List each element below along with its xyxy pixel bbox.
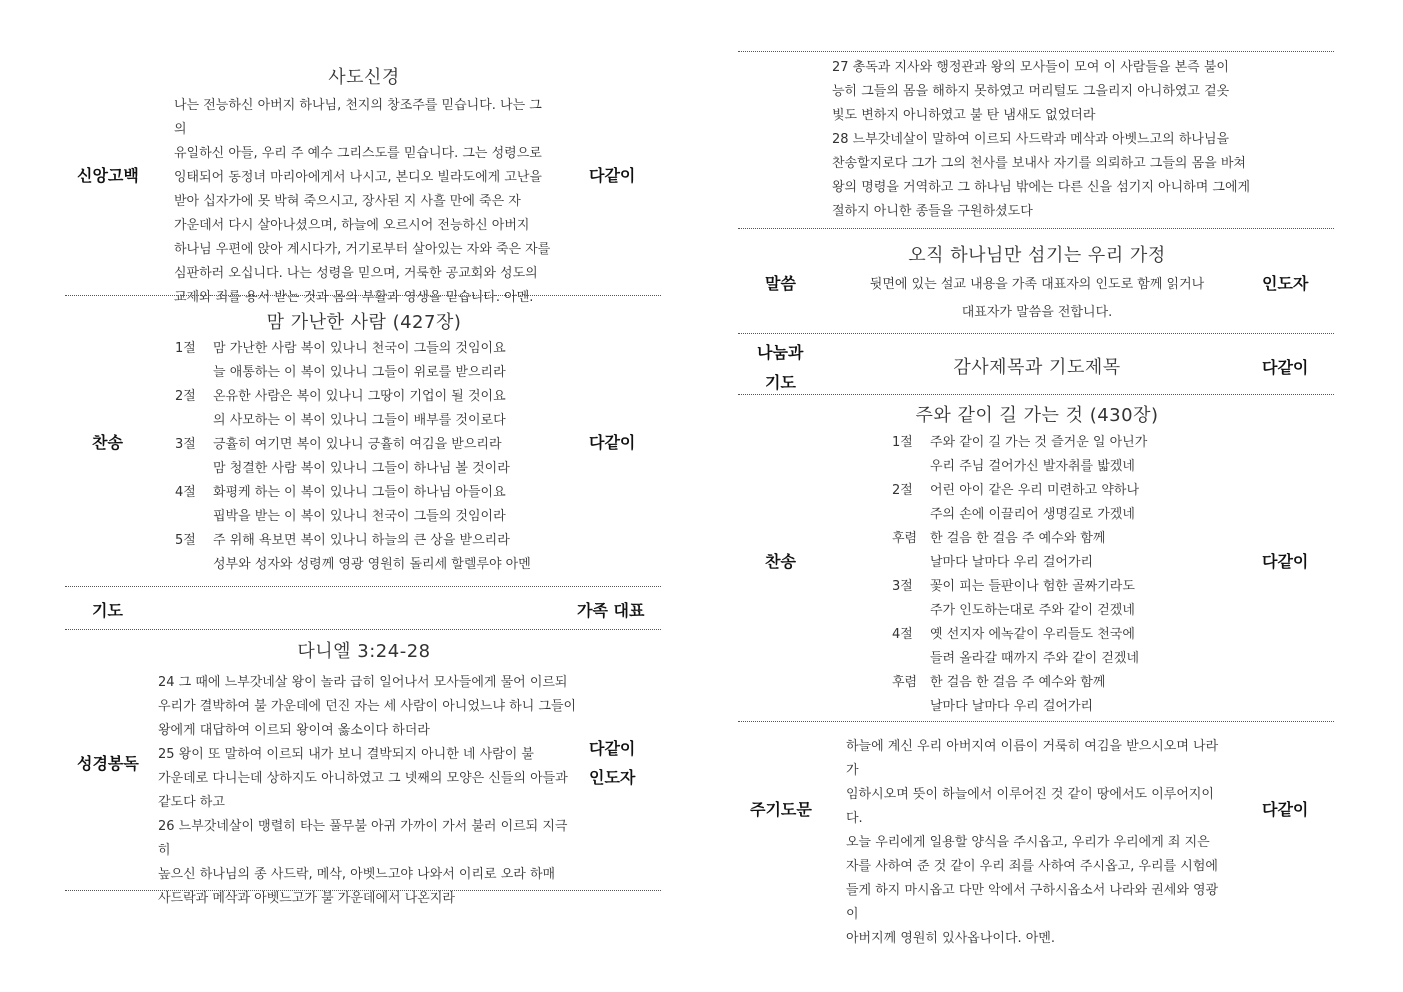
divider — [738, 394, 1334, 395]
hymn-chorus — [892, 671, 1232, 719]
creed-line: 심판하러 오십니다. 나는 성령을 믿으며, 거룩한 공교회와 성도의 — [174, 266, 538, 281]
sharing-leader: 다같이 — [1262, 358, 1309, 377]
prayer-line: 하늘에 계신 우리 아버지여 이름이 거룩히 여김을 받으시오며 나라가 — [846, 739, 1219, 778]
creed-line: 가운데서 다시 살아나셨으며, 하늘에 오르시어 전능하신 아버지 — [174, 218, 530, 233]
reading-line: 28 느부갓네살이 말하여 이르되 사드락과 메삭과 아벳느고의 하나님을 — [832, 132, 1230, 147]
verse-number: 4절 — [175, 485, 196, 500]
hymn-verse — [175, 481, 555, 529]
divider — [65, 629, 661, 630]
hymn-verses — [892, 431, 1232, 719]
verse-line: 날마다 날마다 우리 걸어가리 — [930, 555, 1094, 570]
sermon-label: 말씀 — [765, 274, 796, 293]
divider — [738, 721, 1334, 722]
creed-line: 받아 십자가에 못 박혀 죽으시고, 장사된 지 사흘 만에 죽은 자 — [174, 194, 521, 209]
creed-text — [174, 94, 554, 310]
hymn-verse — [175, 433, 555, 481]
reading-line: 사드락과 메삭과 아벳느고가 불 가운데에서 나온지라 — [158, 891, 455, 906]
hymn-label: 찬송 — [765, 552, 796, 571]
verse-line: 성부와 성자와 성령께 영광 영원히 돌리세 할렐루야 아멘 — [213, 557, 531, 572]
prayer-line: 자를 사하여 준 것 같이 우리 죄를 사하여 주시옵고, 우리를 시험에 — [846, 859, 1218, 874]
verse-line: 맘 가난한 사람 복이 있나니 천국이 그들의 것임이요 — [213, 341, 506, 356]
hymn-verse — [892, 431, 1232, 479]
creed-line: 하나님 우편에 앉아 계시다가, 거기로부터 살아있는 자와 죽은 자를 — [174, 242, 551, 257]
sermon-leader: 인도자 — [1262, 274, 1309, 293]
creed-label: 신앙고백 — [77, 166, 139, 185]
hymn-leader: 다같이 — [589, 433, 636, 452]
reading-line: 찬송할지로다 그가 그의 천사를 보내사 자기를 의뢰하고 그들의 몸을 바쳐 — [832, 156, 1246, 171]
verse-line: 핍박을 받는 이 복이 있나니 천국이 그들의 것임이라 — [213, 509, 506, 524]
verse-line: 주가 인도하는대로 주와 같이 걷겠네 — [930, 603, 1135, 618]
reading-label: 성경봉독 — [77, 754, 139, 773]
reading-leader-host: 인도자 — [589, 768, 636, 787]
hymn-verses — [175, 337, 555, 577]
divider — [65, 890, 661, 891]
divider — [738, 51, 1334, 52]
hymn-verse — [892, 623, 1232, 671]
hymn-title: 맘 가난한 사람 (427장) — [266, 312, 462, 333]
sharing-title: 감사제목과 기도제목 — [953, 357, 1121, 378]
verse-line: 옛 선지자 에녹같이 우리들도 천국에 — [930, 627, 1135, 642]
hymn-verse — [892, 479, 1232, 527]
verse-line: 맘 청결한 사람 복이 있나니 그들이 하나님 볼 것이라 — [213, 461, 510, 476]
hymn-title: 주와 같이 길 가는 것 (430장) — [915, 405, 1159, 426]
hymn-chorus — [892, 527, 1232, 575]
lords-prayer-label: 주기도문 — [750, 800, 812, 819]
creed-line: 잉태되어 동정녀 마리아에게서 나시고, 본디오 빌라도에게 고난을 — [174, 170, 542, 185]
hymn-verse — [892, 575, 1232, 623]
reading-leader-all: 다같이 — [589, 739, 636, 758]
verse-line: 한 걸음 한 걸음 주 예수와 함께 — [930, 675, 1106, 690]
hymn-verse — [175, 385, 555, 433]
creed-line: 교제와 죄를 용서 받는 것과 몸의 부활과 영생을 믿습니다. 아멘. — [174, 290, 534, 305]
verse-line: 꽃이 피는 들판이나 험한 골짜기라도 — [930, 579, 1135, 594]
prayer-line: 들게 하지 마시옵고 다만 악에서 구하시옵소서 나라와 권세와 영광이 — [846, 883, 1219, 922]
hymn-verse — [175, 529, 555, 577]
reading-line: 왕에게 대답하여 이르되 왕이여 옳소이다 하더라 — [158, 723, 430, 738]
sermon-title: 오직 하나님만 섬기는 우리 가정 — [908, 245, 1166, 266]
divider — [65, 586, 661, 587]
reading-line: 25 왕이 또 말하여 이르되 내가 보니 결박되지 아니한 네 사람이 불 — [158, 747, 534, 762]
creed-leader: 다같이 — [589, 166, 636, 185]
verse-line: 들려 올라갈 때까지 주와 같이 걷겠네 — [930, 651, 1140, 666]
hymn-leader: 다같이 — [1262, 552, 1309, 571]
sharing-label-line2: 기도 — [765, 373, 796, 392]
verse-line: 한 걸음 한 걸음 주 예수와 함께 — [930, 531, 1106, 546]
creed-title: 사도신경 — [328, 67, 400, 88]
reading-text — [158, 671, 578, 911]
verse-line: 주 위해 욕보면 복이 있나니 하늘의 큰 상을 받으리라 — [213, 533, 510, 548]
prayer-label: 기도 — [92, 601, 123, 620]
hymn-verse — [175, 337, 555, 385]
reading-line: 가운데로 다니는데 상하지도 아니하였고 그 넷째의 모양은 신들의 아들과 — [158, 771, 568, 786]
verse-line: 온유한 사람은 복이 있나니 그땅이 기업이 될 것이요 — [213, 389, 506, 404]
prayer-line: 임하시오며 뜻이 하늘에서 이루어진 것 같이 땅에서도 이루어지이다. — [846, 787, 1214, 826]
divider — [65, 295, 661, 296]
prayer-leader: 가족 대표 — [577, 601, 645, 620]
reading-line: 24 그 때에 느부갓네살 왕이 놀라 급히 일어나서 모사들에게 물어 이르되 — [158, 675, 568, 690]
verse-line: 늘 애통하는 이 복이 있나니 그들이 위로를 받으리라 — [213, 365, 506, 380]
verse-line: 날마다 날마다 우리 걸어가리 — [930, 699, 1094, 714]
verse-number: 5절 — [175, 533, 196, 548]
lords-prayer-text — [846, 735, 1226, 951]
divider — [738, 228, 1334, 229]
reading-line: 높으신 하나님의 종 사드락, 메삭, 아벳느고야 나와서 이리로 오라 하매 — [158, 867, 556, 882]
verse-number: 3절 — [892, 579, 913, 594]
reading-line: 빛도 변하지 아니하였고 불 탄 냄새도 없었더라 — [832, 108, 1096, 123]
verse-line: 의 사모하는 이 복이 있나니 그들이 배부를 것이로다 — [213, 413, 506, 428]
reading-line: 능히 그들의 몸을 해하지 못하였고 머리털도 그을리지 아니하였고 겉옷 — [832, 84, 1230, 99]
divider — [738, 333, 1334, 334]
verse-number: 2절 — [892, 483, 913, 498]
verse-number: 후렴 — [892, 531, 918, 546]
lords-prayer-leader: 다같이 — [1262, 800, 1309, 819]
reading-line: 왕의 명령을 거역하고 그 하나님 밖에는 다른 신을 섬기지 아니하며 그에게 — [832, 180, 1251, 195]
sermon-line: 뒷면에 있는 설교 내용을 가족 대표자의 인도로 함께 읽거나 — [869, 277, 1205, 292]
prayer-line: 오늘 우리에게 일용할 양식을 주시옵고, 우리가 우리에게 죄 지은 — [846, 835, 1210, 850]
verse-number: 3절 — [175, 437, 196, 452]
sermon-line: 대표자가 말씀을 전합니다. — [961, 305, 1113, 320]
verse-line: 우리 주님 걸어가신 발자취를 밟겠네 — [930, 459, 1135, 474]
verse-number: 1절 — [892, 435, 913, 450]
creed-line: 나는 전능하신 아버지 하나님, 천지의 창조주를 믿습니다. 나는 그의 — [174, 98, 542, 137]
hymn-label: 찬송 — [92, 433, 123, 452]
reading-line: 27 총독과 지사와 행정관과 왕의 모사들이 모여 이 사람들을 본즉 불이 — [832, 60, 1229, 75]
sermon-text — [838, 271, 1236, 327]
reading-line: 같도다 하고 — [158, 795, 225, 810]
verse-line: 주와 같이 길 가는 것 즐거운 일 아닌가 — [930, 435, 1148, 450]
reading-line: 우리가 결박하여 불 가운데에 던진 자는 세 사람이 아니었느냐 하니 그들이 — [158, 699, 577, 714]
verse-line: 화평케 하는 이 복이 있나니 그들이 하나님 아들이요 — [213, 485, 506, 500]
verse-line: 어린 아이 같은 우리 미련하고 약하나 — [930, 483, 1140, 498]
verse-line: 긍휼히 여기면 복이 있나니 긍휼히 여김을 받으리라 — [213, 437, 502, 452]
verse-number: 4절 — [892, 627, 913, 642]
prayer-line: 아버지께 영원히 있사옵나이다. 아멘. — [846, 931, 1056, 946]
verse-line: 주의 손에 이끌리어 생명길로 가겠네 — [930, 507, 1135, 522]
reading-line: 절하지 아니한 종들을 구원하셨도다 — [832, 204, 1033, 219]
verse-number: 1절 — [175, 341, 196, 356]
verse-number: 후렴 — [892, 675, 918, 690]
reading-title: 다니엘 3:24-28 — [297, 641, 431, 662]
sharing-label-line1: 나눔과 — [757, 343, 804, 362]
reading-line: 26 느부갓네살이 맹렬히 타는 풀무불 아귀 가까이 가서 불러 이르되 지극히 — [158, 819, 568, 858]
reading-continued-text — [832, 56, 1252, 224]
creed-line: 유일하신 아들, 우리 주 예수 그리스도를 믿습니다. 그는 성령으로 — [174, 146, 542, 161]
verse-number: 2절 — [175, 389, 196, 404]
